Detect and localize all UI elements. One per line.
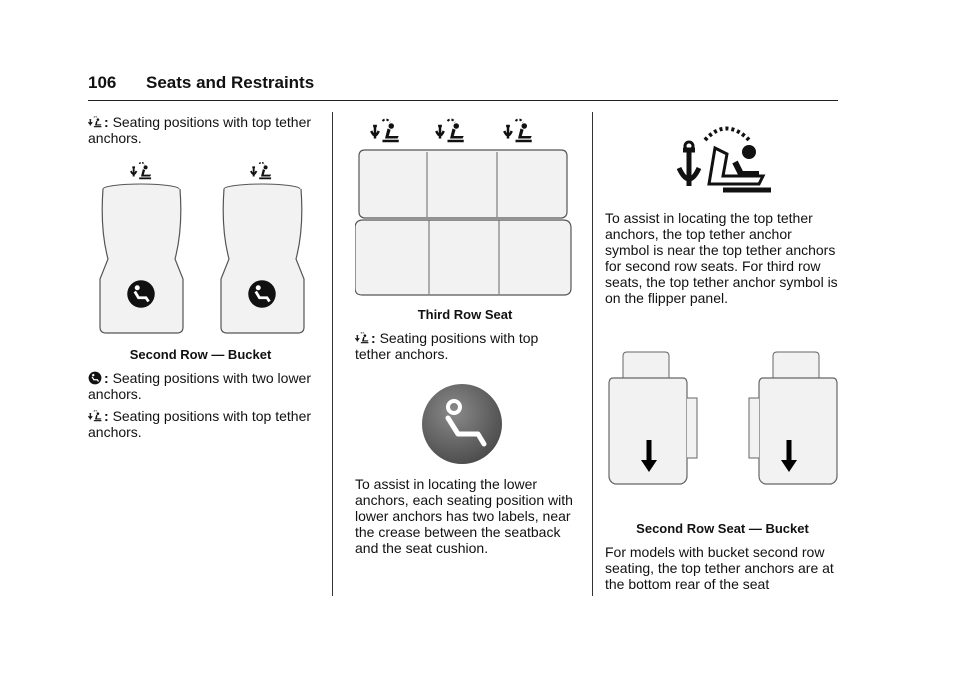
lower-anchor-label-figure xyxy=(420,382,504,466)
top-tether-text: Seating positions with top tether anchors. xyxy=(88,408,312,440)
column-divider xyxy=(332,112,333,596)
top-tether-anchor-icon xyxy=(355,331,369,345)
top-tether-paragraph xyxy=(355,330,575,362)
figure-caption: Third Row Seat xyxy=(417,307,513,322)
left-seat-rear xyxy=(609,352,697,484)
lower-anchor-icon xyxy=(422,384,502,464)
symbol-colon: : xyxy=(104,408,109,424)
lower-anchor-locating-paragraph: To assist in locating the lower anchors, each seating position with lower anchors has two labels, near the crease between the seatback and the seat cushion. xyxy=(355,476,573,556)
lower-anchor-icon xyxy=(88,371,102,385)
symbol-colon: : xyxy=(371,330,376,346)
symbol-colon: : xyxy=(104,114,109,130)
page-number: 106 xyxy=(88,73,117,92)
second-row-seat-bucket-figure xyxy=(605,348,840,490)
top-tether-anchor-icon xyxy=(131,162,151,178)
top-tether-anchor-icon xyxy=(251,162,271,178)
column-divider xyxy=(592,112,593,596)
right-seat xyxy=(221,162,304,333)
lower-anchor-icon xyxy=(248,280,276,308)
top-tether-anchor-icon xyxy=(88,115,102,129)
top-tether-locating-paragraph: To assist in locating the top tether anchors, the top tether anchor symbol is near the top tether anchors for second row seats. For third row seats, the top tether anchor symbol is on the flipper panel. xyxy=(605,210,838,306)
bucket-tether-paragraph: For models with bucket second row seating, the top tether anchors are at the bottom rear of the seat xyxy=(605,544,834,592)
page-header xyxy=(88,70,838,101)
right-seat-rear xyxy=(749,352,837,484)
top-tether-anchor-icon xyxy=(371,119,399,141)
lower-anchor-text: Seating positions with two lower anchors. xyxy=(88,370,311,402)
top-tether-anchor-icon xyxy=(436,119,464,141)
top-tether-text: Seating positions with top tether anchors. xyxy=(355,330,539,362)
intro-text: Seating positions with top tether anchors. xyxy=(88,114,312,146)
top-tether-anchor-icon xyxy=(504,119,532,141)
third-row-seat-figure xyxy=(355,112,575,300)
lower-anchor-paragraph xyxy=(88,370,313,402)
top-tether-paragraph xyxy=(88,408,313,440)
section-title: Seats and Restraints xyxy=(146,73,315,92)
figure-caption: Second Row Seat — Bucket xyxy=(636,521,809,536)
bench-seat xyxy=(355,150,571,295)
symbol-colon: : xyxy=(104,370,109,386)
top-tether-symbol-figure xyxy=(675,120,775,200)
top-tether-anchor-icon xyxy=(679,128,771,190)
figure-caption: Second Row — Bucket xyxy=(129,347,272,362)
second-row-bucket-figure xyxy=(88,158,313,340)
intro-paragraph xyxy=(88,114,313,146)
top-tether-anchor-icon xyxy=(88,409,102,423)
left-seat xyxy=(100,162,183,333)
lower-anchor-icon xyxy=(127,280,155,308)
